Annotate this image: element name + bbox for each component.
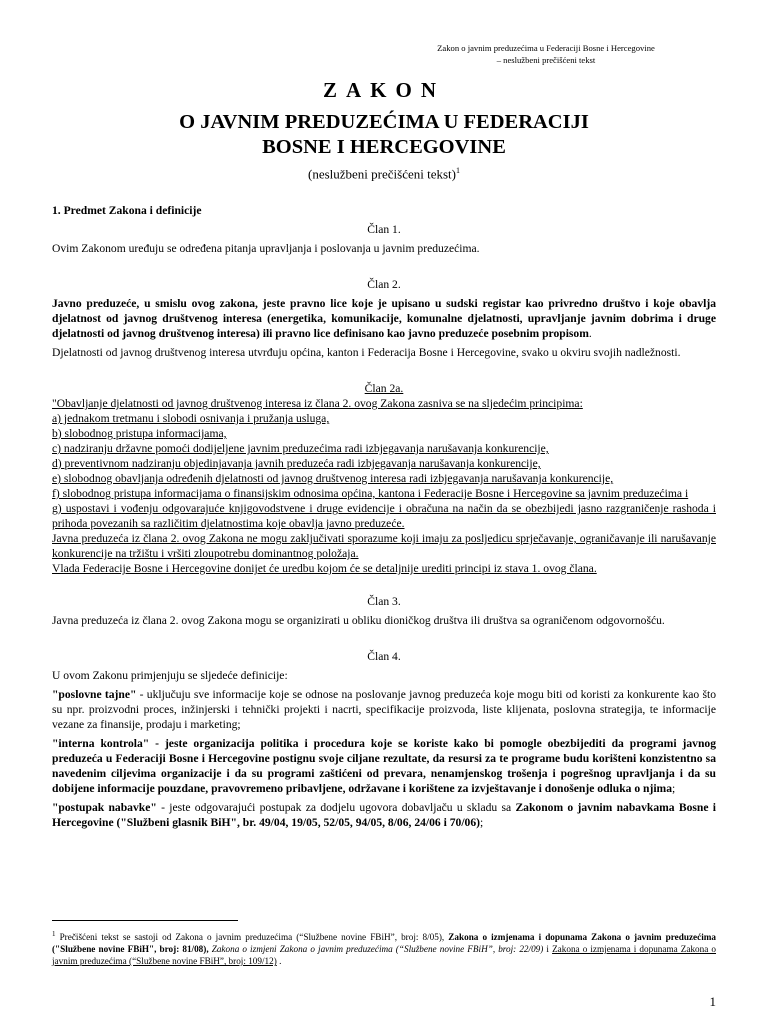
article-2a-label: Član 2a. bbox=[364, 382, 404, 395]
document-page bbox=[52, 0, 716, 1024]
article-2a-para-decree: Vlada Federacije Bosne i Hercegovine donijet će uredbu kojom će se detaljnije urediti principi iz stava 1. ovog člana. bbox=[52, 562, 597, 575]
article-2a-intro: "Obavljanje djelatnosti od javnog društvenog interesa iz člana 2. ovog Zakona zasniva se na sljedećim principima: bbox=[52, 397, 583, 410]
definition-term: "postupak nabavke" bbox=[52, 801, 157, 814]
article-2-para1: Javno preduzeće, u smislu ovog zakona, jeste pravno lice koje je upisano u sudski registar kao privredno društvo i koje obavlja djelatnost od javnog društvenog interesa (energetika, komunikacije, komunalne djelatnosti, upravljanje javnim dobrima i druge djelatnosti od javnog društvenog interesa) ili pravno lice definisano kao javno preduzeće posebnim propisom. bbox=[52, 297, 716, 340]
article-2a-item-d: d) preventivnom nadziranju objedinjavanja javnih preduzeća radi izbjegavanja narušavanja konkurencije, bbox=[52, 457, 541, 470]
article-2a-item-f: f) slobodnog pristupa informacijama o finansijskim odnosima općina, kantona i Federacije Bosne i Hercegovine sa javnim preduzećima i bbox=[52, 487, 689, 500]
article-2a-item-b: b) slobodnog pristupa informacijama, bbox=[52, 427, 227, 440]
definition-term: "poslovne tajne" bbox=[52, 688, 137, 701]
document-body bbox=[52, 203, 716, 830]
article-2-para2: Djelatnosti od javnog društvenog interesa utvrđuju općina, kanton i Federacija Bosne i Hercegovine, svako u okviru svojih nadležnosti. bbox=[52, 346, 681, 359]
definition-postupak-nabavke: "postupak nabavke" - jeste odgovarajući postupak za dodjelu ugovora dobavljaču u skladu sa Zakonom o javnim nabavkama Bosne i Hercegovine ("Službeni glasnik BiH", br. 49/04, 19/05, 52/05, 94/05, 8/06, 24/06 i 70/06); bbox=[52, 801, 717, 829]
footnote-divider bbox=[52, 920, 238, 921]
article-1-label: Član 1. bbox=[367, 223, 401, 236]
doc-subtitle-text: (neslužbeni prečišćeni tekst) bbox=[308, 166, 456, 182]
article-2-label: Član 2. bbox=[367, 278, 401, 291]
article-4-label: Član 4. bbox=[367, 650, 401, 663]
article-4-intro: U ovom Zakonu primjenjuju se sljedeće definicije: bbox=[52, 669, 288, 682]
law-reference: Zakonom o javnim nabavkama Bosne i Hercegovine ("Službeni glasnik BiH", br. 49/04, 19/05, 52/05, 94/05, 8/06, 24/06 i 70/06) bbox=[52, 801, 717, 829]
doc-title-zakon: ZAKON bbox=[322, 78, 445, 102]
section-heading: 1. Predmet Zakona i definicije bbox=[52, 204, 202, 217]
article-2a-item-a: a) jednakom tretmanu i slobodi osnivanja i pružanja usluga, bbox=[52, 412, 330, 425]
doc-subtitle bbox=[52, 162, 716, 183]
running-header-line2: – neslužbeni prečišćeni tekst bbox=[496, 55, 596, 65]
footnote-reference: 1 bbox=[456, 166, 460, 175]
footnote: $^1$ Prečišćeni tekst se sastoji od Zakona o javnim preduzećima (“Službene novine FBiH”, broj: 8/05), Zakona o izmjenama i dopunama Zakona o javnim preduzećima ("Službene novine FBiH", broj: 81/08), Zakona o izmjeni Zakona o javnim preduzećima (“Službene novine FBiH”, broj: 22/09) i Zakona o izmjenama i dopunama Zakona o javnim preduzećima (“Službene novine FBiH”, broj: 109/12) . bbox=[52, 930, 717, 967]
doc-title-line1: O JAVNIM PREDUZEĆIMA U FEDERACIJI bbox=[179, 111, 589, 133]
running-header-line1: Zakon o javnim preduzećima u Federaciji Bosne i Hercegovine bbox=[437, 43, 655, 53]
article-2-bold-text: Javno preduzeće, u smislu ovog zakona, jeste pravno lice koje je upisano u sudski registar kao privredno društvo i koje obavlja djelatnost od javnog društvenog interesa (energetika, komunikacije, komunalne djelatnosti, upravljanje javnim dobrima i druge djelatnosti od javnog društvenog interesa) ili pravno lice definisano kao javno preduzeće posebnim propisom bbox=[52, 297, 716, 340]
footnote-mark: 1 bbox=[52, 930, 56, 938]
article-3-text: Javna preduzeća iz člana 2. ovog Zakona mogu se organizirati u obliku dioničkog društva ili društva sa ograničenom odgovornošću. bbox=[52, 614, 665, 627]
running-header bbox=[376, 42, 716, 66]
page-number: 1 bbox=[709, 994, 716, 1009]
definition-term-bold-text: "interna kontrola" - jeste organizacija politika i procedura koje se koriste kako bi pomogle obezbijediti da programi javnog preduzeća u Federaciji Bosne i Hercegovine postignu svoje ciljane rezultate, da resursi za te programe budu korišteni konzistentno sa navedenim ciljevima organizacije i da su programi zaštićeni od prevara, nenamjenskog trošenja i pogrešnog upravljanja i da su dobijene informacije pouzdane, pravovremeno pribavljene, održavane i korištene za izvještavanje i donošenje odluka o njima bbox=[52, 737, 716, 795]
article-2a-para-competition: Javna preduzeća iz člana 2. ovog Zakona ne mogu zaključivati sporazume koji imaju za posljedicu sprječavanje, ograničavanje ili narušavanje konkurencije na tržištu i vršiti zloupotrebu dominantnog položaja. bbox=[52, 532, 716, 560]
definition-poslovne-tajne: "poslovne tajne" - uključuju sve informacije koje se odnose na poslovanje javnog preduzeća koje mogu biti od koristi za konkurente kao što su npr. proizvodni proces, inžinjerski i tehnički projekti i nacrti, specifikacije proizvoda, liste klijenata, poslovna strategija, te informacije vezane za finansije, prodaju i marketing; bbox=[52, 688, 716, 731]
article-3-label: Član 3. bbox=[367, 595, 401, 608]
article-1-text: Ovim Zakonom uređuju se određena pitanja upravljanja i poslovanja u javnim preduzećima. bbox=[52, 242, 480, 255]
doc-title-line2: BOSNE I HERCEGOVINE bbox=[262, 136, 506, 158]
definition-interna-kontrola: "interna kontrola" - jeste organizacija politika i procedura koje se koriste kako bi pomogle obezbijediti da programi javnog preduzeća u Federaciji Bosne i Hercegovine postignu svoje ciljane rezultate, da resursi za te programe budu korišteni konzistentno sa navedenim ciljevima organizacije i da su programi zaštićeni od prevara, nenamjenskog trošenja i pogrešnog upravljanja i da su dobijene informacije pouzdane, pravovremeno pribavljene, održavane i korištene za izvještavanje i donošenje odluka o njima; bbox=[52, 737, 716, 795]
article-2a-item-c: c) nadziranju državne pomoći dodijeljene javnim preduzećima radi izbjegavanja narušavanja konkurencije, bbox=[52, 442, 549, 455]
article-2a-item-e: e) slobodnog obavljanja određenih djelatnosti od javnog društvenog interesa radi izbjegavanja narušavanja konkurencije, bbox=[52, 472, 614, 485]
article-2a-item-g: g) uspostavi i vođenju odgovarajuće knjigovodstvene i druge evidencije i obračuna na način da se obezbijedi jasno razgraničenje rashoda i prihoda povezanih sa različitim djelatnostima koje obavlja javno preduzeće. bbox=[52, 502, 716, 530]
